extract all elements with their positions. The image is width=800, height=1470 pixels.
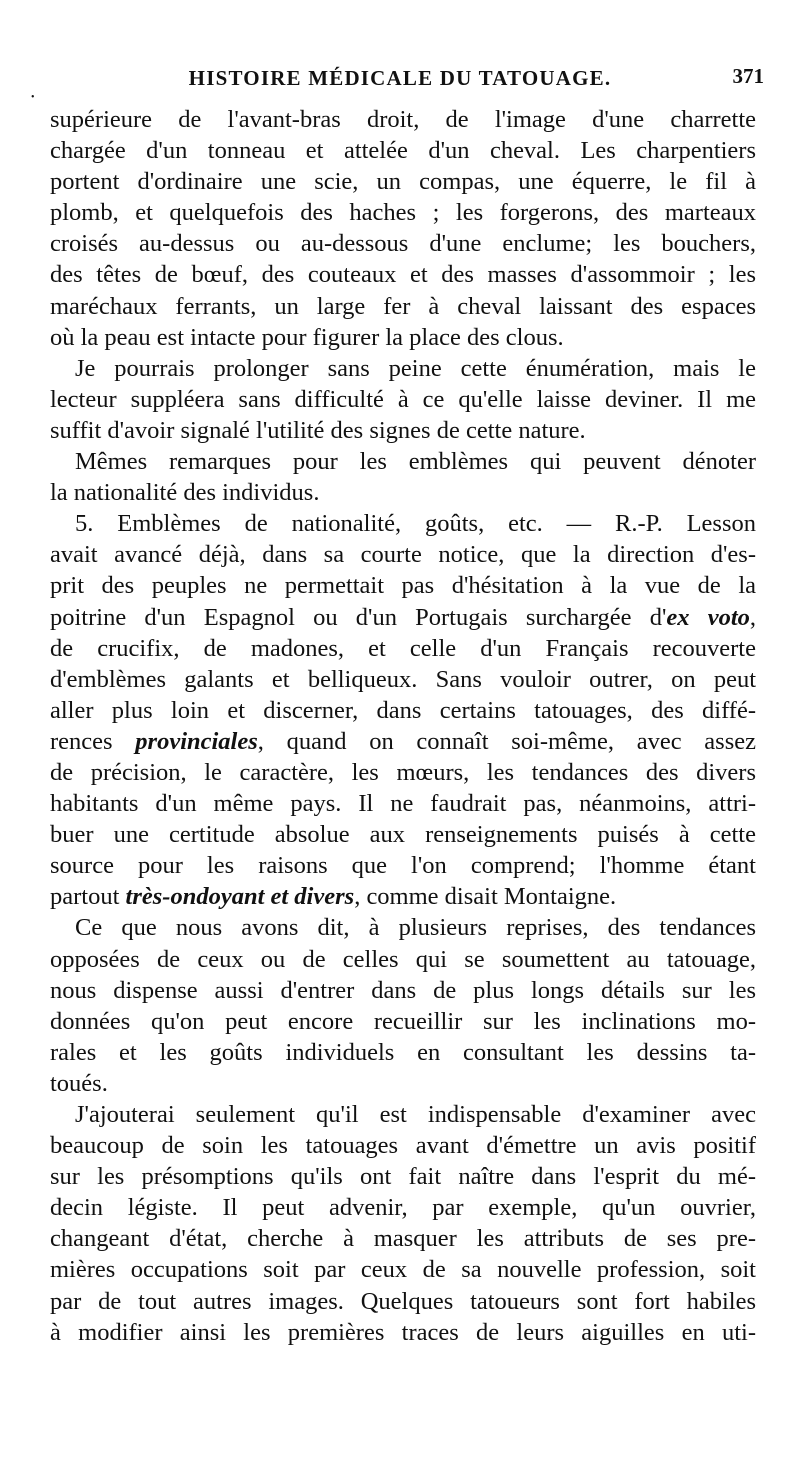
text-line: prit des peuples ne permettait pas d'hésitation à la vue de la	[50, 572, 756, 600]
italic-phrase: très-ondoyant et divers	[125, 883, 355, 911]
italic-phrase: provinciales	[135, 727, 258, 755]
text-line: mières occupations soit par ceux de sa nouvelle profession, soit	[50, 1256, 756, 1284]
text-line: toués.	[50, 1069, 108, 1097]
text-line: portent d'ordinaire une scie, un compas, une équerre, le fil à	[50, 168, 756, 196]
text-line: des têtes de bœuf, des couteaux et des masses d'assommoir ; les	[50, 261, 756, 289]
text-line: suffit d'avoir signalé l'utilité des signes de cette nature.	[50, 416, 586, 444]
margin-dot: •	[31, 92, 35, 103]
text-line: buer une certitude absolue aux renseignements puisés à cette	[50, 821, 756, 849]
text-line: J'ajouterai seulement qu'il est indispensable d'examiner avec	[75, 1101, 756, 1128]
text-line: opposées de ceux ou de celles qui se soumettent au tatouage,	[50, 945, 756, 973]
text-line: nous dispense aussi d'entrer dans de plus longs détails sur les	[50, 976, 756, 1004]
text-line: où la peau est intacte pour figurer la place des clous.	[50, 323, 564, 351]
text-segment: partout	[50, 883, 126, 911]
running-title: HISTOIRE MÉDICALE DU TATOUAGE.	[188, 66, 612, 90]
text-line: la nationalité des individus.	[50, 479, 320, 507]
text-line	[50, 881, 756, 912]
text-line	[50, 602, 756, 633]
text-segment: ,	[749, 603, 756, 631]
text-line: par de tout autres images. Quelques tatoueurs sont fort habiles	[50, 1287, 756, 1315]
text-line: supérieure de l'avant-bras droit, de l'image d'une charrette	[50, 106, 756, 133]
text-line: avait avancé déjà, dans sa courte notice, que la direction d'es-	[50, 541, 756, 569]
text-line: aller plus loin et discerner, dans certains tatouages, des diffé-	[50, 696, 756, 724]
text-line: Ce que nous avons dit, à plusieurs reprises, des tendances	[75, 914, 756, 942]
text-line: changeant d'état, cherche à masquer les attributs de ses pre-	[50, 1225, 756, 1253]
text-line: chargée d'un tonneau et attelée d'un cheval. Les charpentiers	[50, 137, 756, 165]
text-line: à modifier ainsi les premières traces de leurs aiguilles en uti-	[50, 1318, 756, 1346]
italic-phrase: ex voto	[666, 603, 750, 631]
page-header	[0, 64, 800, 103]
text-line: decin légiste. Il peut advenir, par exemple, qu'un ouvrier,	[50, 1194, 756, 1222]
text-line: Mêmes remarques pour les emblèmes qui peuvent dénoter	[75, 448, 756, 476]
text-line: maréchaux ferrants, un large fer à cheval laissant des espaces	[50, 292, 756, 320]
page-number: 371	[732, 64, 764, 88]
body-text	[50, 104, 756, 1348]
text-segment: , comme disait Montaigne.	[354, 883, 617, 911]
text-line: lecteur suppléera sans difficulté à ce qu'elle laisse deviner. Il me	[50, 385, 756, 413]
text-line: 5. Emblèmes de nationalité, goûts, etc. — R.-P. Lesson	[75, 510, 756, 538]
text-line: habitants d'un même pays. Il ne faudrait pas, néanmoins, attri-	[50, 790, 756, 818]
text-line: croisés au-dessus ou au-dessous d'une enclume; les bouchers,	[50, 230, 756, 258]
text-line: sur les présomptions qu'ils ont fait naître dans l'esprit du mé-	[50, 1163, 756, 1191]
text-line: source pour les raisons que l'on comprend; l'homme étant	[50, 852, 756, 880]
text-line: d'emblèmes galants et belliqueux. Sans vouloir outrer, on peut	[50, 665, 756, 693]
text-line: Je pourrais prolonger sans peine cette énumération, mais le	[75, 354, 756, 382]
text-line: données qu'on peut encore recueillir sur les inclinations mo-	[50, 1007, 756, 1035]
text-line: de précision, le caractère, les mœurs, les tendances des divers	[50, 758, 756, 786]
text-line: beaucoup de soin les tatouages avant d'émettre un avis positif	[50, 1132, 756, 1160]
text-segment: rences	[50, 727, 136, 755]
text-line: de crucifix, de madones, et celle d'un Français recouverte	[50, 634, 756, 662]
text-line: plomb, et quelquefois des haches ; les forgerons, des marteaux	[50, 199, 756, 227]
text-segment: poitrine d'un Espagnol ou d'un Portugais surchargée d'	[50, 603, 667, 631]
text-line	[50, 726, 756, 757]
text-segment: , quand on connaît soi-même, avec assez	[257, 727, 756, 755]
text-line: rales et les goûts individuels en consultant les dessins ta-	[50, 1038, 756, 1066]
